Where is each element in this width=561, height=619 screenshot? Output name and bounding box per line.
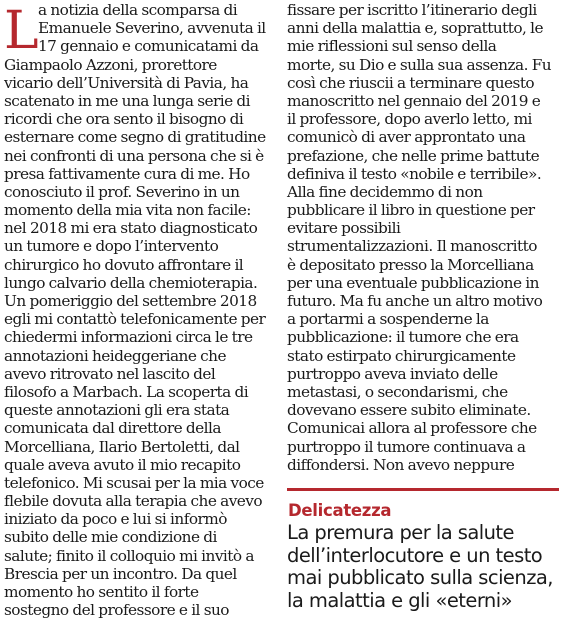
article-line: iniziato da poco e lui si informò <box>4 510 227 529</box>
article-line: un tumore e dopo l’intervento <box>4 237 219 256</box>
sidebar-subtitle-line: La premura per la salute <box>287 521 514 544</box>
article-line: annotazioni heideggeriane che <box>4 346 226 365</box>
article-line: comunicata dal direttore della <box>4 419 221 438</box>
article-line: prefazione, che nelle prime battute <box>287 146 540 165</box>
article-line: fissare per iscritto l’itinerario degli <box>287 1 537 19</box>
article-line: quale aveva avuto il mio recapito <box>4 455 241 474</box>
sidebar-subtitle-line: dell’interlocutore e un testo <box>287 543 543 567</box>
article-line: stato estirpato chirurgicamente <box>287 346 516 365</box>
sidebar-subtitle <box>287 522 559 612</box>
article-line: egli mi contattò telefonicamente per <box>4 310 266 329</box>
article-line: queste annotazioni gli era stata <box>4 401 230 420</box>
article-line: a portarmi a sospenderne la <box>287 310 489 329</box>
article-line: diffondersi. Non avevo neppure <box>287 455 515 474</box>
article-line: evitare possibili <box>287 219 401 238</box>
article-line: chirurgico ho dovuto affrontare il <box>4 255 244 274</box>
article-line: momento ho sentito il forte <box>4 583 199 601</box>
article-line: filosofo a Marbach. La scoperta di <box>4 382 249 401</box>
article-line: definiva il testo «nobile e terribile». <box>287 164 542 183</box>
article-line: strumentalizzazioni. Il manoscritto <box>287 237 537 256</box>
article-line: Morcelliana, Ilario Bertoletti, dal <box>4 437 240 456</box>
article-line: 17 gennaio e comunicatami da <box>38 37 259 56</box>
article-line: così che riuscii a terminare questo <box>287 73 535 92</box>
article-line: vicario dell’Università di Pavia, ha <box>4 73 249 92</box>
article-line: purtroppo aveva inviato delle <box>287 364 498 383</box>
article-line: nei confronti di una persona che si è <box>4 146 264 165</box>
article-line: Un pomeriggio del settembre 2018 <box>4 292 257 310</box>
article-line: pubblicare il libro in questione per <box>287 201 535 220</box>
sidebar-subtitle-line: la malattia e gli «eterni» <box>287 588 512 612</box>
article-line: scatenato in me una lunga serie di <box>4 91 251 110</box>
article-line: chiedermi informazioni circa le tre <box>4 328 253 347</box>
article-line: dovevano essere subito eliminate. <box>287 401 531 420</box>
article-line: telefonico. Mi scusai per la mia voce <box>4 473 264 492</box>
article-left-column <box>4 1 278 619</box>
article-line: salute; finito il colloquio mi invitò a <box>4 546 254 565</box>
article-line: Brescia per un incontro. Da quel <box>4 564 237 583</box>
article-line: sostegno del professore e il suo <box>4 601 229 619</box>
article-line: conosciuto il prof. Severino in un <box>4 182 240 201</box>
article-line: flebile dovuta alla terapia che avevo <box>4 492 263 511</box>
article-line: momento della mia vita non facile: <box>4 201 251 220</box>
article-line: Emanuele Severino, avvenuta il <box>38 19 266 38</box>
article-line: ricordi che ora sento il bisogno di <box>4 110 244 129</box>
article-line: lungo calvario della chemioterapia. <box>4 273 258 292</box>
article-line: manoscritto nel gennaio del 2019 e <box>287 91 541 110</box>
article-line: comunicò di aver approntato una <box>287 128 526 147</box>
article-line: Giampaolo Azzoni, prorettore <box>4 55 217 74</box>
article-line: il professore, dopo averlo letto, mi <box>287 110 532 129</box>
article-line: presa fattivamente cura di me. Ho <box>4 164 250 183</box>
article-line: Comunicai allora al professore che <box>287 419 537 438</box>
article-line: avevo ritrovato nel lascito del <box>4 364 216 383</box>
article-line: metastasi, o secondarismi, che <box>287 382 508 401</box>
article-line: per una eventuale pubblicazione in <box>287 273 539 292</box>
article-line: Alla fine decidemmo di non <box>287 182 483 201</box>
article-line: anni della malattia e, soprattutto, le <box>287 19 543 38</box>
article-line: esternare come segno di gratitudine <box>4 128 266 147</box>
article-line: subito delle mie condizione di <box>4 528 217 547</box>
article-line: nel 2018 mi era stato diagnosticato <box>4 219 258 238</box>
article-right-column <box>287 1 561 474</box>
article-line: è depositato presso la Morcelliana <box>287 255 534 274</box>
article-line: morte, su Dio e sulla sua assenza. Fu <box>287 55 552 74</box>
article-line: futuro. Ma fu anche un altro motivo <box>287 292 543 310</box>
drop-cap: L <box>4 1 38 61</box>
article-line: a notizia della scomparsa di <box>38 1 238 19</box>
article-line: purtroppo il tumore continuava a <box>287 437 526 456</box>
sidebar-title: Delicatezza <box>288 501 392 520</box>
article-line: pubblicazione: il tumore che era <box>287 328 519 347</box>
sidebar-subtitle-line: mai pubblicato sulla scienza, <box>287 566 553 589</box>
article-line: mie riflessioni sul senso della <box>287 37 497 56</box>
sidebar-divider <box>287 488 559 491</box>
